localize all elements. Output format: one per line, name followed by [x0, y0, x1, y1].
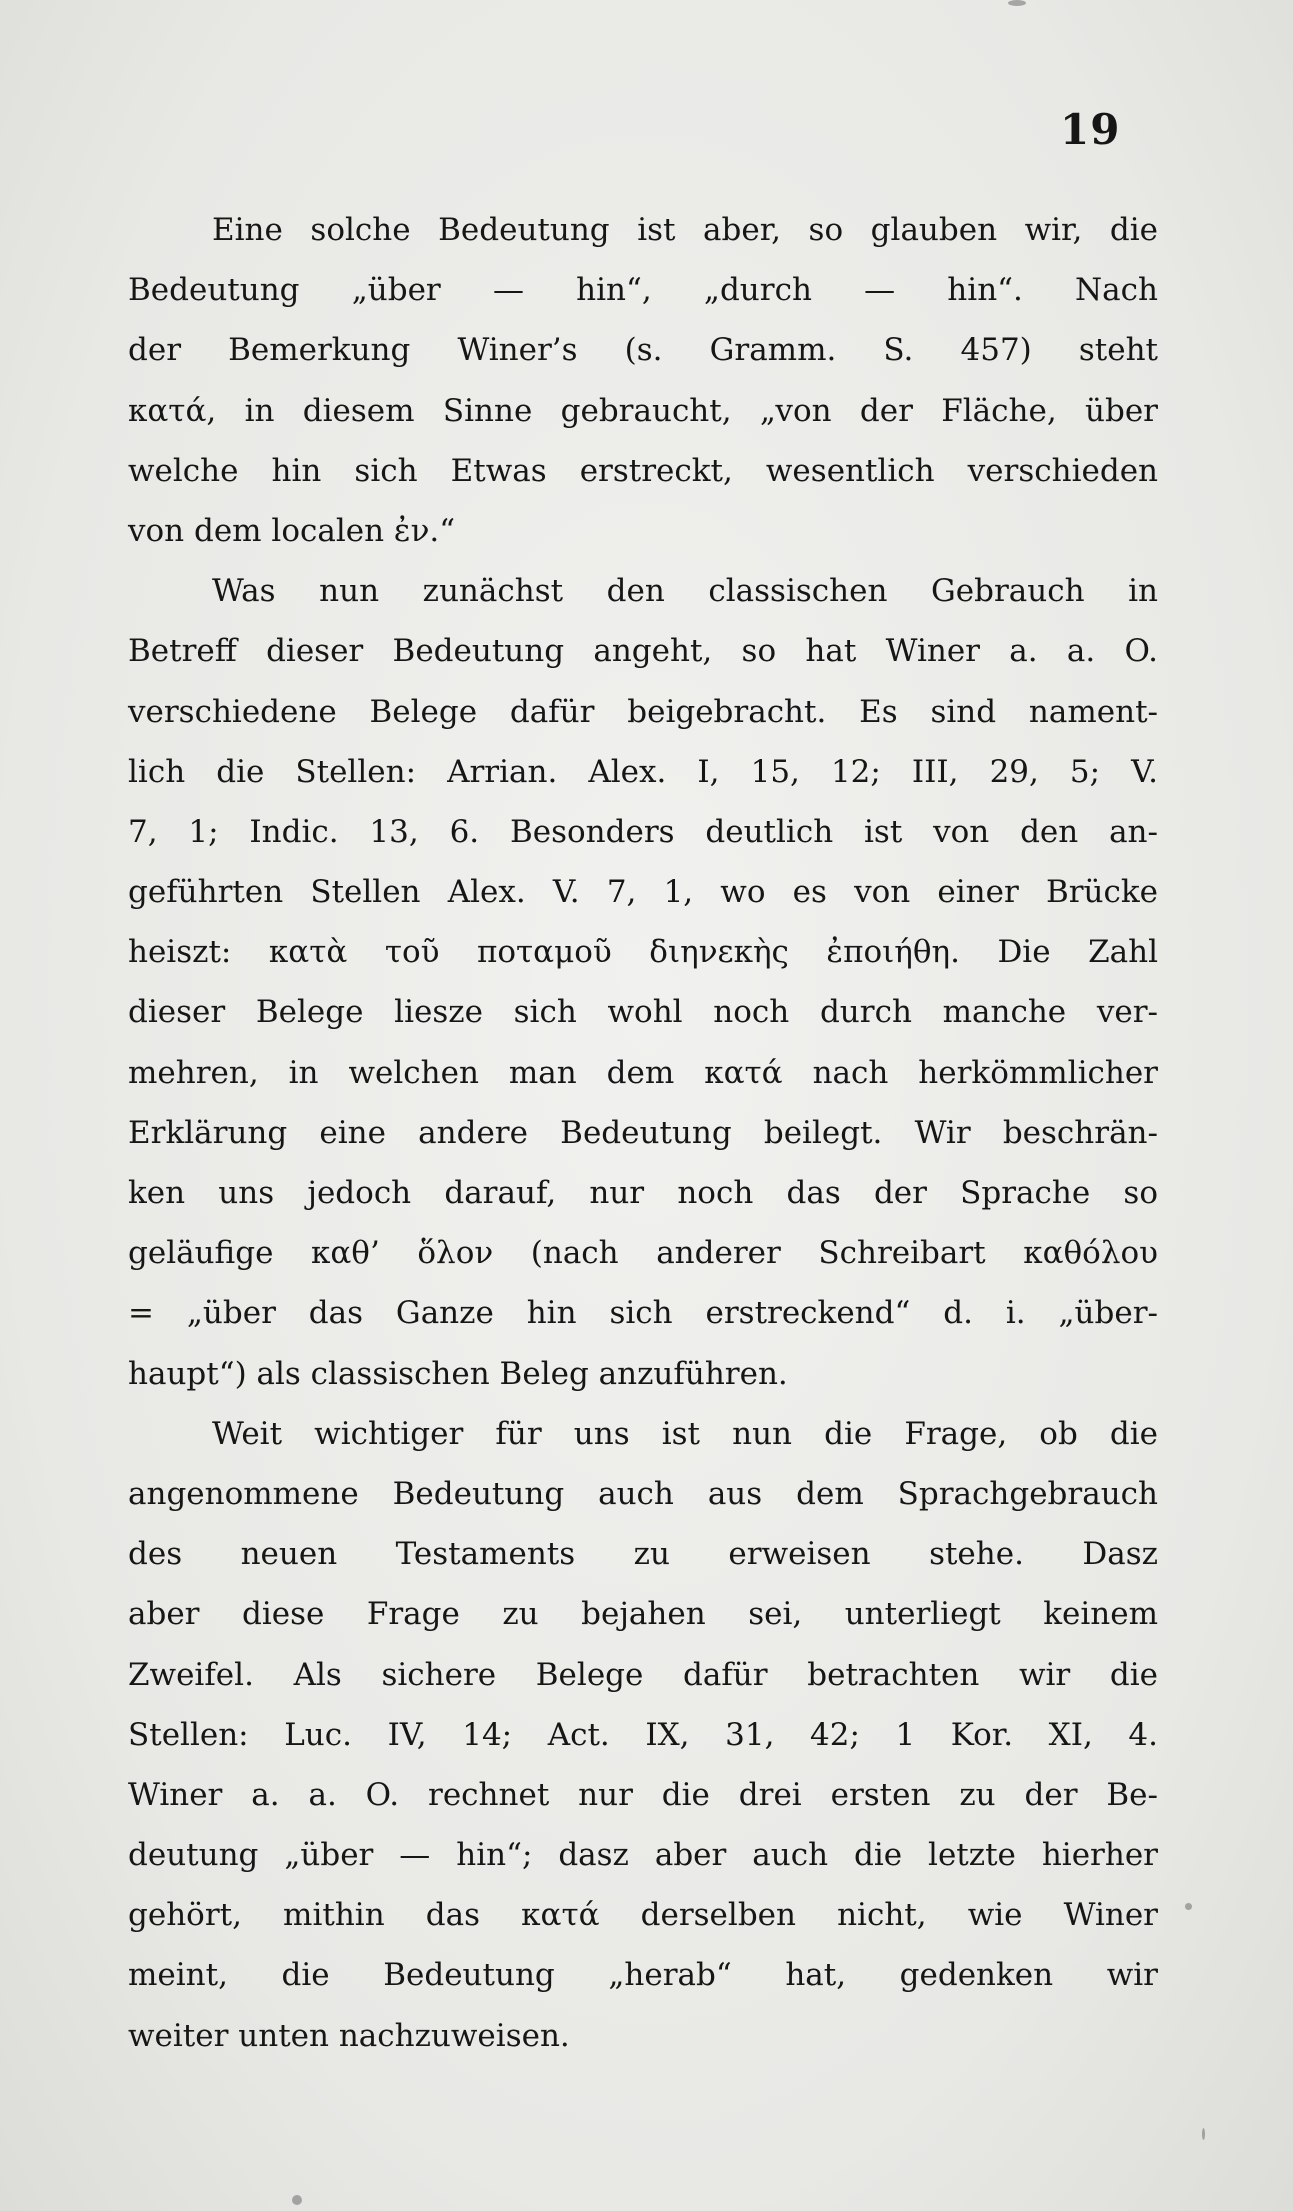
text-line: der Bemerkung Winer’s (s. Gramm. S. 457) steht	[128, 332, 1158, 369]
text-line: meint, die Bedeutung „herab“ hat, gedenken wir	[128, 1957, 1158, 1994]
text-line: Betreff dieser Bedeutung angeht, so hat Winer a. a. O.	[128, 633, 1158, 670]
text-line: geläufige καθ’ ὅλον (nach anderer Schreibart καθόλου	[128, 1235, 1158, 1272]
text-line: angenommene Bedeutung auch aus dem Sprachgebrauch	[128, 1475, 1158, 1512]
text-line: dieser Belege liesze sich wohl noch durch manche ver-	[128, 994, 1158, 1031]
ink-speck	[292, 2195, 302, 2205]
text-line: ken uns jedoch darauf, nur noch das der Sprache so	[128, 1175, 1158, 1211]
text-line: geführten Stellen Alex. V. 7, 1, wo es von einer Brücke	[128, 874, 1158, 911]
text-line: welche hin sich Etwas erstreckt, wesentlich verschieden	[128, 452, 1158, 489]
text-line: Stellen: Luc. IV, 14; Act. IX, 31, 42; 1 Kor. XI, 4.	[128, 1716, 1158, 1753]
body-text	[128, 200, 1158, 2066]
text-line: mehren, in welchen man dem κατά nach herkömmlicher	[128, 1054, 1158, 1091]
text-line: Erklärung eine andere Bedeutung beilegt. Wir beschrän-	[128, 1114, 1158, 1151]
text-line: Zweifel. Als sichere Belege dafür betrachten wir die	[128, 1656, 1158, 1693]
text-line: heiszt: κατὰ τοῦ ποταμοῦ διηνεκὴς ἐποιήθη. Die Zahl	[128, 934, 1158, 971]
text-line: Eine solche Bedeutung ist aber, so glauben wir, die	[212, 212, 1158, 248]
text-line: verschiedene Belege dafür beigebracht. Es sind nament-	[128, 693, 1158, 730]
ink-speck	[1008, 0, 1026, 6]
ink-speck	[1202, 2128, 1205, 2140]
text-line: lich die Stellen: Arrian. Alex. I, 15, 12; III, 29, 5; V.	[128, 753, 1158, 790]
text-line: 7, 1; Indic. 13, 6. Besonders deutlich ist von den an-	[128, 813, 1158, 850]
text-line: = „über das Ganze hin sich erstreckend“ d. i. „über-	[128, 1295, 1158, 1332]
text-line: Weit wichtiger für uns ist nun die Frage, ob die	[212, 1415, 1158, 1452]
text-line: von dem localen ἐν.“	[128, 512, 456, 549]
text-line: Was nun zunächst den classischen Gebrauch in	[212, 573, 1158, 610]
text-line: κατά, in diesem Sinne gebraucht, „von der Fläche, über	[128, 392, 1158, 429]
text-line: Winer a. a. O. rechnet nur die drei ersten zu der Be-	[128, 1776, 1158, 1813]
page-number: 19	[1060, 105, 1121, 154]
text-line: haupt“) als classischen Beleg anzuführen.	[128, 1355, 788, 1392]
text-line: Bedeutung „über — hin“, „durch — hin“. Nach	[128, 272, 1158, 309]
text-line: weiter unten nachzuweisen.	[128, 2017, 570, 2054]
text-line: gehört, mithin das κατά derselben nicht, wie Winer	[128, 1897, 1158, 1934]
text-line: des neuen Testaments zu erweisen stehe. Dasz	[128, 1536, 1158, 1573]
text-line: aber diese Frage zu bejahen sei, unterliegt keinem	[128, 1596, 1158, 1633]
text-line: deutung „über — hin“; dasz aber auch die letzte hierher	[128, 1837, 1158, 1874]
ink-speck	[1185, 1903, 1192, 1910]
